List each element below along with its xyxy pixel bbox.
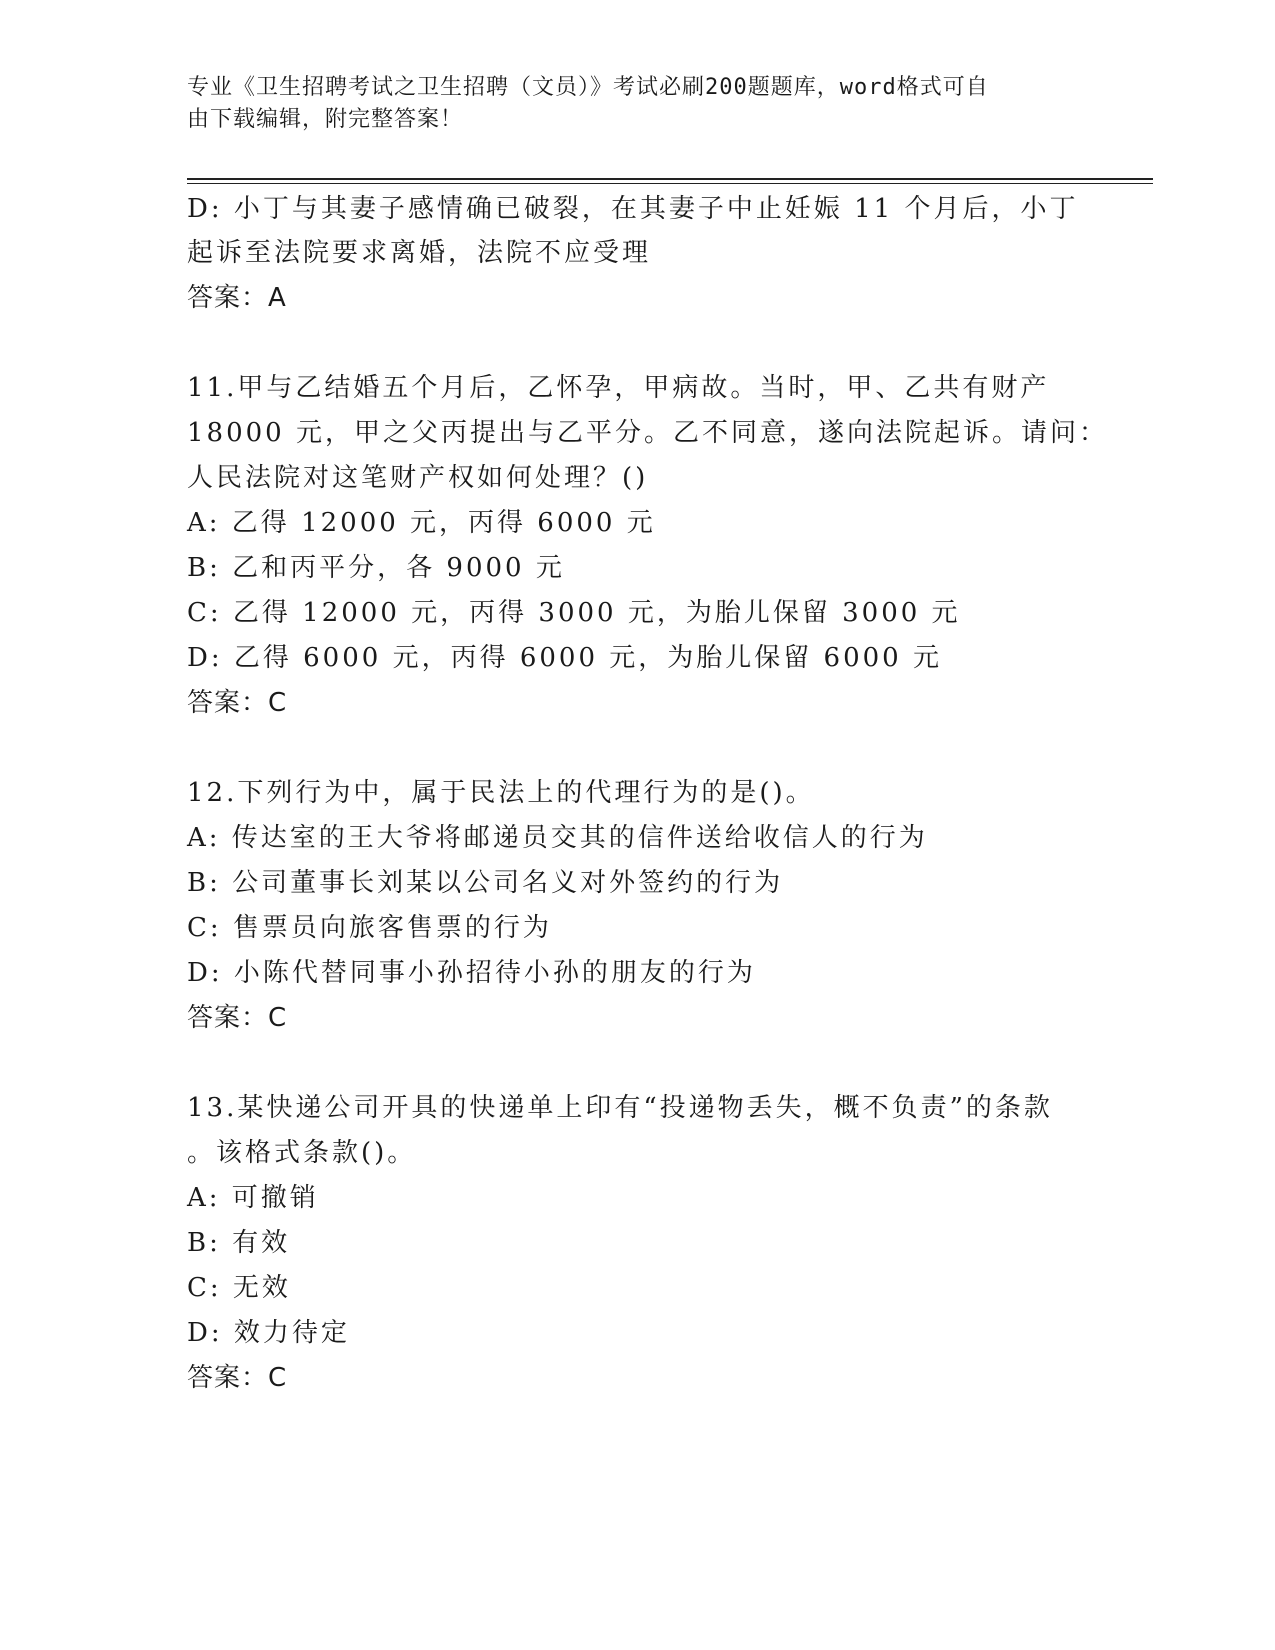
question-13-line-1: 13.某快递公司开具的快递单上印有“投递物丢失，概不负责”的条款 xyxy=(187,1093,1053,1123)
question-13-option-a: A: 可撤销 xyxy=(187,1183,319,1213)
question-11-option-d: D: 乙得 6000 元，丙得 6000 元，为胎儿保留 6000 元 xyxy=(187,643,942,673)
question-13-option-c: C: 无效 xyxy=(187,1273,291,1303)
answer-12: 答案：C xyxy=(187,1003,288,1033)
question-12-option-c: C: 售票员向旅客售票的行为 xyxy=(187,913,552,943)
question-12-option-a: A: 传达室的王大爷将邮递员交其的信件送给收信人的行为 xyxy=(187,823,928,853)
question-13-option-d: D: 效力待定 xyxy=(187,1318,350,1348)
answer-11: 答案：C xyxy=(187,688,288,718)
question-13-option-b: B: 有效 xyxy=(187,1228,291,1258)
question-11-option-b: B: 乙和丙平分，各 9000 元 xyxy=(187,553,565,583)
question-12-option-b: B: 公司董事长刘某以公司名义对外签约的行为 xyxy=(187,868,784,898)
option-d-line-2: 起诉至法院要求离婚，法院不应受理 xyxy=(187,238,652,268)
header-title-line-1: 专业《卫生招聘考试之卫生招聘（文员）》考试必刷200题题库，word格式可自 xyxy=(187,75,989,100)
question-13-line-2: 。该格式条款()。 xyxy=(187,1138,417,1168)
question-11-line-1: 11.甲与乙结婚五个月后，乙怀孕，甲病故。当时，甲、乙共有财产 xyxy=(187,373,1050,403)
question-11-option-a: A: 乙得 12000 元，丙得 6000 元 xyxy=(187,508,656,538)
question-11-line-3: 人民法院对这笔财产权如何处理？() xyxy=(187,463,649,493)
option-d-line-1: D: 小丁与其妻子感情确已破裂，在其妻子中止妊娠 11 个月后，小丁 xyxy=(187,194,1079,224)
question-11-line-2: 18000 元，甲之父丙提出与乙平分。乙不同意，遂向法院起诉。请问： xyxy=(187,418,1108,448)
document-header xyxy=(187,72,1067,136)
question-11-option-c: C: 乙得 12000 元，丙得 3000 元，为胎儿保留 3000 元 xyxy=(187,598,961,628)
question-12-option-d: D: 小陈代替同事小孙招待小孙的朋友的行为 xyxy=(187,958,756,988)
answer-10: 答案：A xyxy=(187,283,287,313)
question-12-line-1: 12.下列行为中，属于民法上的代理行为的是()。 xyxy=(187,778,815,808)
answer-13: 答案：C xyxy=(187,1363,288,1393)
header-divider-thick xyxy=(187,178,1153,180)
header-title-line-2: 由下载编辑，附完整答案！ xyxy=(187,107,464,132)
header-divider-thin xyxy=(187,183,1153,184)
